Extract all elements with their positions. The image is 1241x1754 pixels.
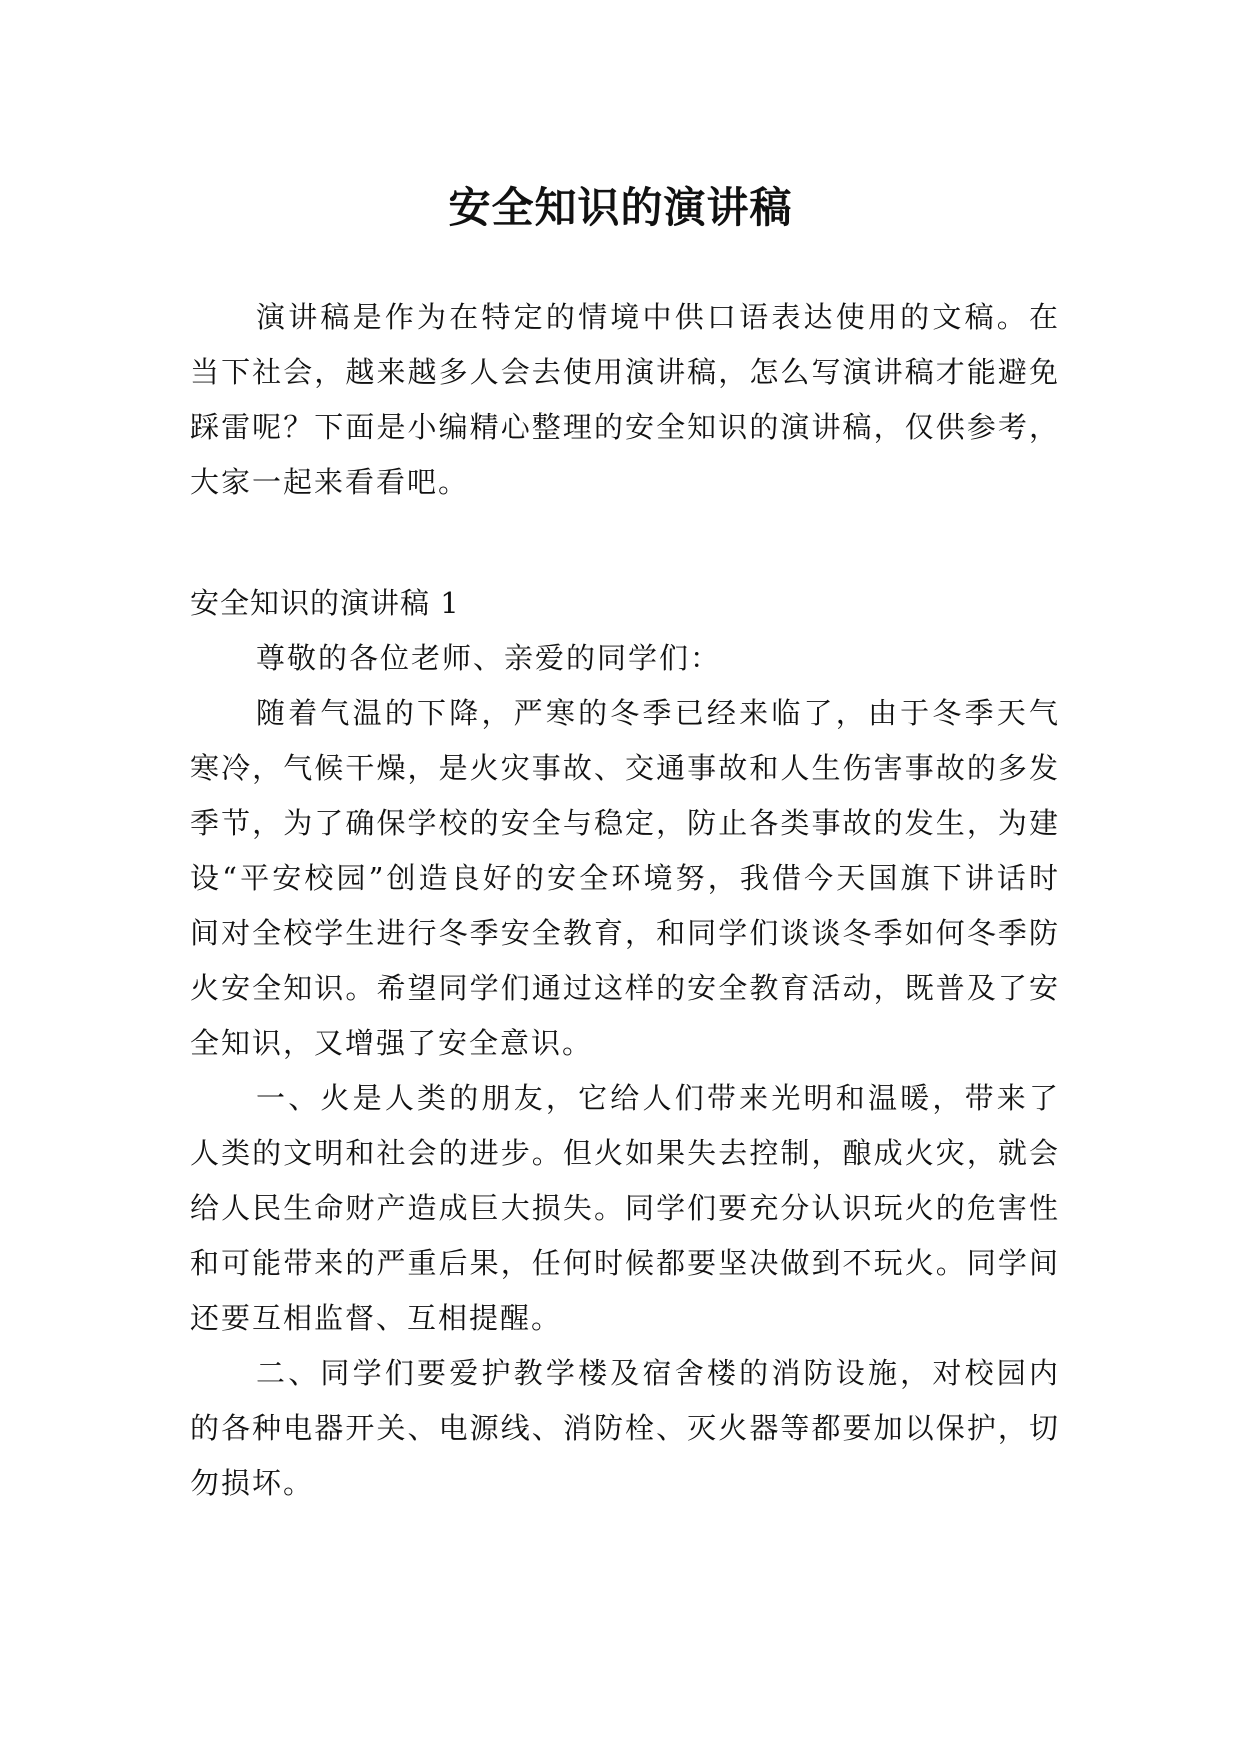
greeting: 尊敬的各位老师、亲爱的同学们： [256, 641, 722, 675]
intro-paragraph: 演讲稿是作为在特定的情境中供口语表达使用的文稿。在当下社会，越来越多人会去使用演讲稿，怎么写演讲稿才能避免踩雷呢？下面是小编精心整理的安全知识的演讲稿，仅供参考，大家一起来看看吧。 [190, 300, 1060, 499]
body-paragraph: 随着气温的下降，严寒的冬季已经来临了，由于冬季天气寒冷，气候干燥，是火灾事故、交通事故和人生伤害事故的多发季节，为了确保学校的安全与稳定，防止各类事故的发生，为建设“平安校园”创造良好的安全环境努，我借今天国旗下讲话时间对全校学生进行冬季安全教育，和同学们谈谈冬季如何冬季防火安全知识。希望同学们通过这样的安全教育活动，既普及了安全知识，又增强了安全意识。 [190, 696, 1060, 1060]
body-paragraph: 一、火是人类的朋友，它给人们带来光明和温暖，带来了人类的文明和社会的进步。但火如果失去控制，酿成火灾，就会给人民生命财产造成巨大损失。同学们要充分认识玩火的危害性和可能带来的严重后果，任何时候都要坚决做到不玩火。同学间还要互相监督、互相提醒。 [190, 1081, 1060, 1335]
section-title: 安全知识的演讲稿 1 [190, 586, 460, 620]
body-paragraph: 二、同学们要爱护教学楼及宿舍楼的消防设施，对校园内的各种电器开关、电源线、消防栓、灭火器等都要加以保护，切勿损坏。 [190, 1356, 1060, 1500]
document-title: 安全知识的演讲稿 [448, 183, 793, 233]
intro-block [190, 290, 1060, 510]
article-body [190, 576, 1060, 1511]
